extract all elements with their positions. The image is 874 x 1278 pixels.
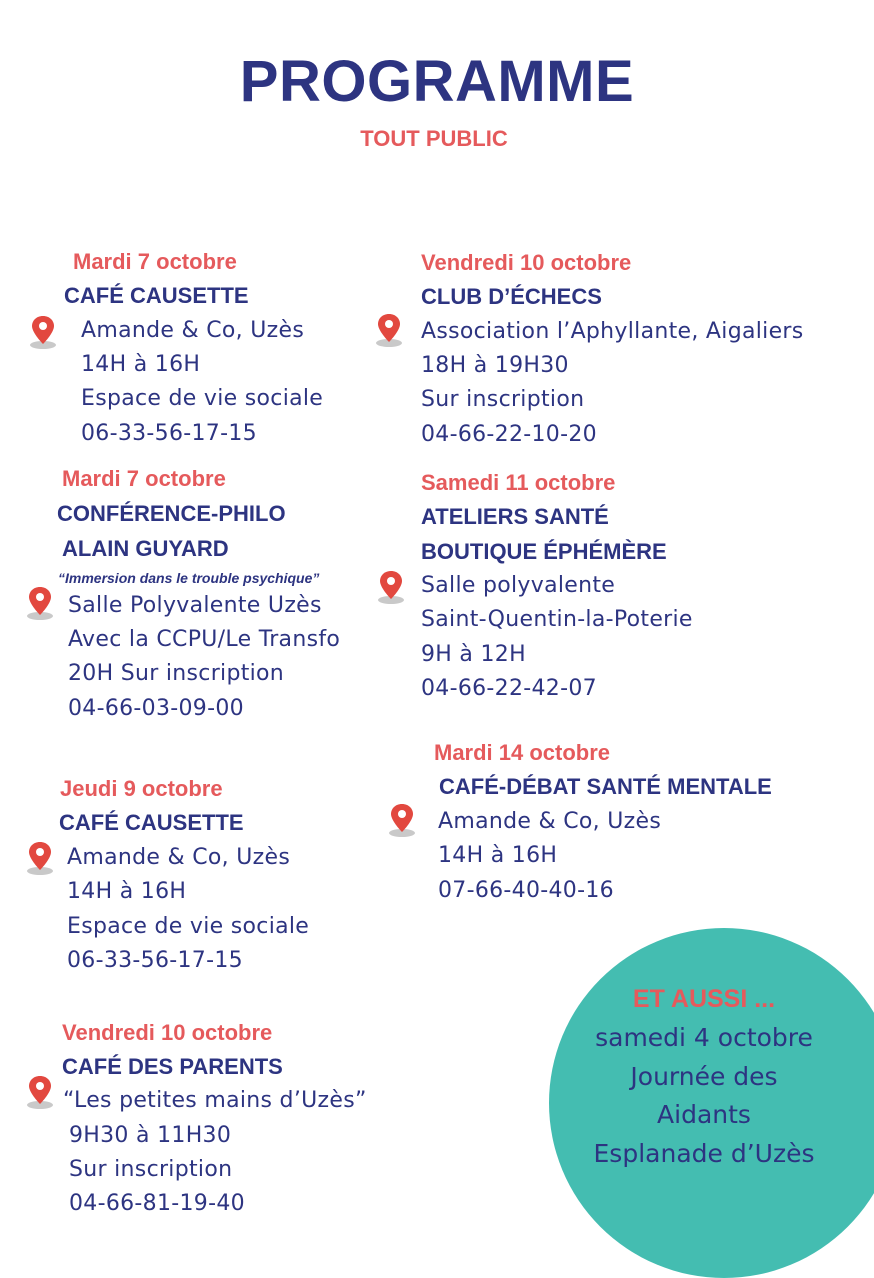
et-aussi-date: samedi 4 octobre	[595, 1023, 813, 1052]
location-pin-icon	[25, 1074, 55, 1110]
page-title: PROGRAMME	[239, 49, 635, 114]
event-time: 9H30 à 11H30	[69, 1123, 232, 1148]
event-time: 14H à 16H	[67, 879, 187, 904]
event-location: Amande & Co, Uzès	[81, 318, 305, 343]
page-subtitle: TOUT PUBLIC	[360, 126, 508, 151]
event-location: Association l’Aphyllante, Aigaliers	[421, 319, 804, 344]
event-phone[interactable]: 06-33-56-17-15	[67, 948, 243, 973]
event-date: Mardi 7 octobre	[73, 249, 237, 274]
event-title: CAFÉ-DÉBAT SANTÉ MENTALE	[439, 774, 772, 799]
event-title: CONFÉRENCE-PHILO	[57, 501, 286, 526]
event-subtitle: BOUTIQUE ÉPHÉMÈRE	[421, 539, 667, 564]
event-location: Salle polyvalente	[421, 573, 616, 598]
location-pin-icon	[25, 840, 55, 876]
et-aussi-line: Journée des	[630, 1062, 778, 1091]
location-pin-icon	[387, 802, 417, 838]
event-title: ATELIERS SANTÉ	[421, 504, 609, 529]
event-phone[interactable]: 07-66-40-40-16	[438, 878, 614, 903]
event-time: 9H à 12H	[421, 642, 526, 667]
event-location: Salle Polyvalente Uzès	[68, 593, 322, 618]
event-time: 20H Sur inscription	[68, 661, 285, 686]
location-pin-icon	[25, 585, 55, 621]
location-pin-icon	[374, 312, 404, 348]
event-detail: Sur inscription	[69, 1157, 233, 1182]
event-location: Amande & Co, Uzès	[67, 845, 291, 870]
event-date: Mardi 14 octobre	[434, 740, 611, 765]
event-title: CAFÉ DES PARENTS	[62, 1054, 283, 1079]
event-phone[interactable]: 04-66-81-19-40	[69, 1191, 245, 1216]
et-aussi-title: ET AUSSI ...	[632, 985, 776, 1013]
event-location-town: Saint-Quentin-la-Poterie	[421, 607, 693, 632]
event-date: Mardi 7 octobre	[62, 466, 226, 491]
event-phone[interactable]: 06-33-56-17-15	[81, 421, 257, 446]
event-date: Jeudi 9 octobre	[60, 776, 223, 801]
event-location: Amande & Co, Uzès	[438, 809, 662, 834]
event-date: Vendredi 10 octobre	[421, 250, 632, 275]
event-quote: “Immersion dans le trouble psychique”	[58, 570, 320, 586]
et-aussi-line: Aidants	[657, 1100, 751, 1129]
event-phone[interactable]: 04-66-03-09-00	[68, 696, 244, 721]
event-time: 14H à 16H	[81, 352, 201, 377]
event-phone[interactable]: 04-66-22-42-07	[421, 676, 597, 701]
location-pin-icon	[376, 569, 406, 605]
event-title: CAFÉ CAUSETTE	[59, 810, 244, 835]
event-title: CAFÉ CAUSETTE	[64, 283, 249, 308]
event-phone[interactable]: 04-66-22-10-20	[421, 422, 597, 447]
event-detail: Espace de vie sociale	[67, 914, 310, 939]
event-date: Vendredi 10 octobre	[62, 1020, 273, 1045]
event-title: CLUB D’ÉCHECS	[421, 284, 602, 309]
event-time: 14H à 16H	[438, 843, 558, 868]
et-aussi-location: Esplanade d’Uzès	[593, 1139, 815, 1168]
event-detail: Espace de vie sociale	[81, 386, 324, 411]
event-date: Samedi 11 octobre	[421, 470, 616, 495]
event-location: “Les petites mains d’Uzès”	[63, 1088, 367, 1113]
event-detail: Sur inscription	[421, 387, 585, 412]
event-detail: Avec la CCPU/Le Transfo	[68, 627, 341, 652]
event-subtitle: ALAIN GUYARD	[62, 536, 229, 561]
location-pin-icon	[28, 314, 58, 350]
event-time: 18H à 19H30	[421, 353, 569, 378]
